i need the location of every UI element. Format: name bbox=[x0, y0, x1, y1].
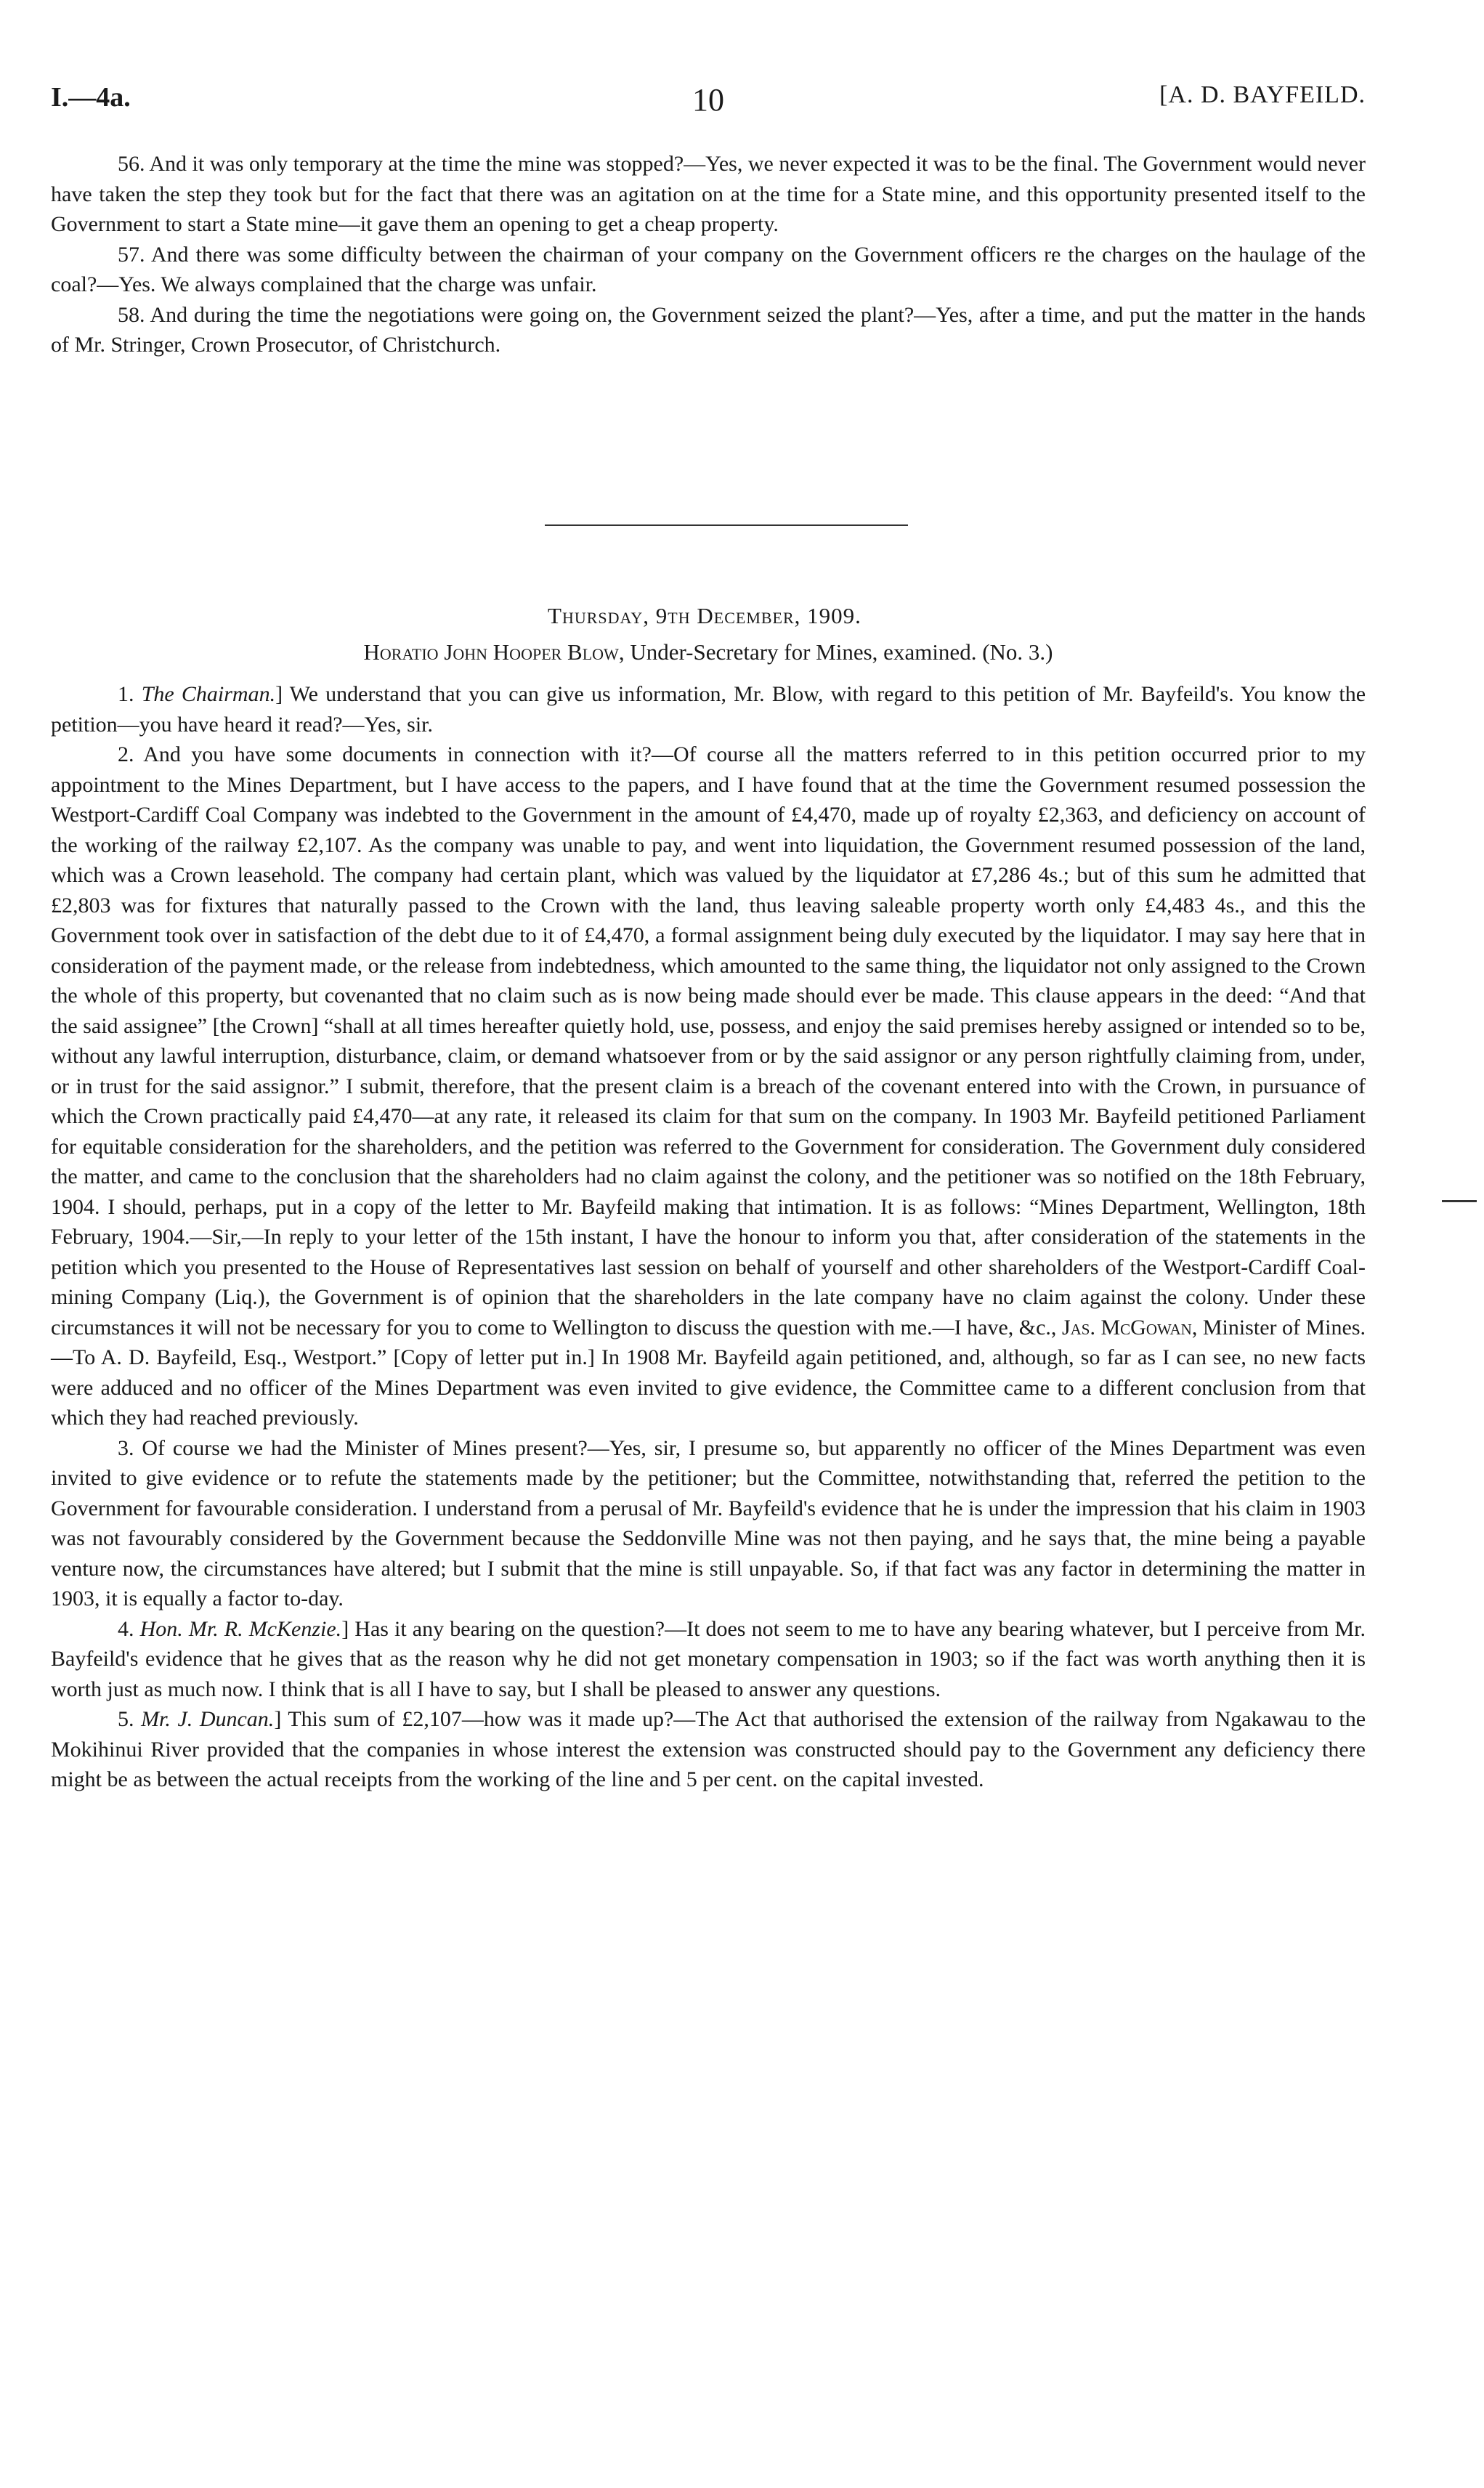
question-3: 3. Of course we had the Minister of Mines present?—Yes, sir, I presume so, but apparently no officer of the Mines Department was even invited to give evidence or to refute the statements made by the petitioner; but the Committee, notwithstanding that, referred the petition to the Government for favourable consideration. I understand from a perusal of Mr. Bayfeild's evidence that he is under the impression that his claim in 1903 was not favourably considered by the Government because the Seddonville Mine was not then paying, and he says that, the mine being a payable venture now, the circumstances have altered; but I submit that the mine is still unpayable. So, if that fact was any factor in determining the matter in 1903, it is equally a factor to-day. bbox=[51, 1435, 1366, 1610]
page-header bbox=[51, 81, 1366, 125]
previous-evidence-section bbox=[51, 149, 1366, 360]
margin-mark bbox=[1442, 1200, 1477, 1202]
section-divider bbox=[545, 524, 908, 526]
paper-reference: I.—4a. bbox=[51, 82, 131, 113]
witness-heading bbox=[51, 639, 1366, 665]
question-1: 1. The Chairman.] We understand that you can give us information, Mr. Blow, with regard to this petition of Mr. Bayfeild's. You know the petition—you have heard it read?—Yes, sir. bbox=[51, 682, 1366, 737]
running-head-witness: [A. D. BAYFEILD. bbox=[1159, 81, 1366, 108]
question-5: 5. Mr. J. Duncan.] This sum of £2,107—how was it made up?—The Act that authorised the extension of the railway from Ngakawau to the Mokihinui River provided that the companies in whose interest the extension was constructed should pay to the Government any deficiency there might be as between the actual receipts from the working of the line and 5 per cent. on the capital invested. bbox=[51, 1707, 1366, 1791]
witness-name: Horatio John Hooper Blow bbox=[363, 639, 619, 665]
question-2: 2. And you have some documents in connection with it?—Of course all the matters referred to in this petition occurred prior to my appointment to the Mines Department, but I have access to the papers, and I have found that at the time the Government resumed possession the Westport-Cardiff Coal Company was indebted to the Government in the amount of £4,470, made up of royalty £2,363, and deficiency on account of the working of the railway £2,107. As the company was unable to pay, and went into liquidation, the Government resumed possession of the land, which was a Crown leasehold. The company had certain plant, which was valued by the liquidator at £7,286 4s.; but of this sum he admitted that £2,803 was for fixtures that naturally passed to the Crown with the land, thus leaving saleable property worth only £4,483 4s., and this the Government took over in satisfaction of the debt due to it of £4,470, a formal assignment being duly executed by the liquidator. I may say here that in consideration of the payment made, or the release from indebtedness, which amounted to the same thing, the liquidator not only assigned to the Crown the whole of this property, but covenanted that no claim such as is now being made should ever be made. This clause appears in the deed: “And that the said assignee” [the Crown] “shall at all times hereafter quietly hold, use, possess, and enjoy the said premises hereby assigned or intended so to be, without any lawful interruption, disturbance, claim, or demand whatsoever from or by the said assignor or any person rightfully claiming from, under, or in trust for the said assignor.” I submit, therefore, that the present claim is a breach of the covenant entered into with the Crown, in pursuance of which the Crown practically paid £4,470—at any rate, it released its claim for that sum on the company. In 1903 Mr. Bayfeild petitioned Parliament for equitable consideration for the shareholders, and the petition was referred to the Government for consideration. The Government duly considered the matter, and came to the conclusion that the shareholders had no claim against the colony, and the petitioner was so notified on the 18th February, 1904. I should, perhaps, put in a copy of the letter to Mr. Bayfeild making that intimation. It is as follows: “Mines Department, Wellington, 18th February, 1904.—Sir,—In reply to your letter of the 15th instant, I have the honour to inform you that, after consideration of the statements in the petition which you presented to the House of Representatives last session on behalf of yourself and other shareholders of the Westport-Cardiff Coal-mining Company (Liq.), the Government is of opinion that the shareholders in the late company have no claim against the colony. Under these circumstances it will not be necessary for you to come to Wellington to discuss the question with me.—I have, &c., Jas. McGowan, Minister of Mines.—To A. D. Bayfeild, Esq., Westport.” [Copy of letter put in.] In 1908 Mr. Bayfeild again petitioned, and, although, so far as I can see, no new facts were adduced and no officer of the Mines Department was even invited to give evidence, the Committee came to a different conclusion from that which they had reached previously. bbox=[51, 742, 1366, 1430]
speaker-duncan: Mr. J. Duncan. bbox=[141, 1707, 275, 1731]
page-number: 10 bbox=[692, 82, 724, 118]
speaker-chairman: The Chairman. bbox=[141, 682, 276, 706]
question-57: 57. And there was some difficulty between the chairman of your company on the Government officers re the charges on the haulage of the coal?—Yes. We always complained that the charge was unfair. bbox=[51, 242, 1366, 296]
blow-evidence-section bbox=[51, 679, 1366, 1795]
signer-name: Jas. McGowan bbox=[1061, 1315, 1192, 1340]
witness-role: , Under-Secretary for Mines, examined. (No. 3.) bbox=[618, 639, 1053, 665]
session-date: Thursday, 9th December, 1909. bbox=[548, 603, 861, 628]
question-56: 56. And it was only temporary at the time the mine was stopped?—Yes, we never expected it was to be the final. The Government would never have taken the step they took but for the fact that there was an agitation on at the time for a State mine, and this opportunity presented itself to the Government to start a State mine—it gave them an opening to get a cheap property. bbox=[51, 152, 1366, 236]
speaker-mckenzie: Hon. Mr. R. McKenzie. bbox=[139, 1616, 342, 1641]
question-58: 58. And during the time the negotiations were going on, the Government seized the plant?—Yes, after a time, and put the matter in the hands of Mr. Stringer, Crown Prosecutor, of Christchurch. bbox=[51, 302, 1366, 357]
question-4: 4. Hon. Mr. R. McKenzie.] Has it any bearing on the question?—It does not seem to me to have any bearing whatever, but I perceive from Mr. Bayfeild's evidence that he gives that as the reason why he did not get monetary compensation in 1903; so if the fact was worth anything then it is worth just as much now. I think that is all I have to say, but I shall be pleased to answer any questions. bbox=[51, 1616, 1366, 1701]
document-page bbox=[44, 0, 1366, 2488]
